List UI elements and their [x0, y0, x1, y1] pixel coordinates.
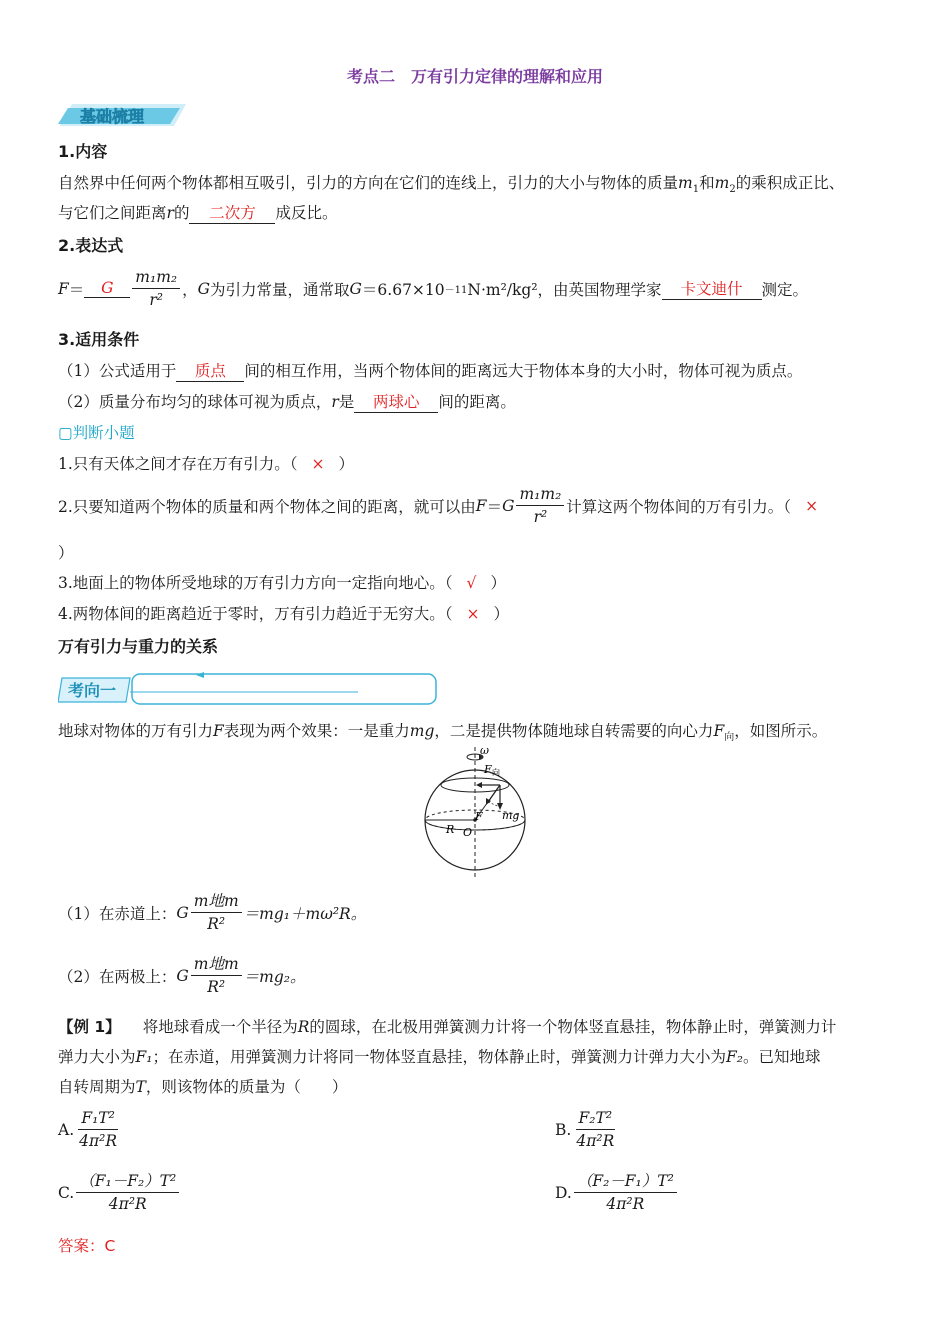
direction-tag	[58, 672, 438, 710]
example-line-2: 弹力大小为F₁；在赤道，用弹簧测力计将同一物体竖直悬挂，物体静止时，弹簧测力计弹力大小为F₂。已知地球	[58, 1048, 821, 1066]
condition-1: （1）公式适用于 质点 间的相互作用，当两个物体间的距离远大于物体本身的大小时，物体可视为质点。	[58, 359, 802, 382]
fraction: $\frac{\text{m₁m₂}}{\text{r²}}$	[516, 483, 564, 528]
fraction: $\frac{\text{m₁m₂}}{\text{r²}}$	[132, 266, 180, 311]
quiz-item-3: 3.地面上的物体所受地球的万有引力方向一定指向地心。（ √ ）	[58, 574, 506, 592]
answer-blank: 二次方	[189, 201, 275, 224]
quiz-heading: ▢判断小题	[58, 424, 135, 442]
section-1-line-2: 与它们之间距离r的 二次方 成反比。	[58, 201, 337, 224]
center-label: O	[463, 826, 473, 839]
answer-blank: 卡文迪什	[662, 277, 762, 300]
f-xiang-label: F	[484, 763, 492, 776]
radius-label: R	[446, 823, 455, 836]
option-c[interactable]: C. $\frac{\text{（F₁－F₂）T²}}{\text{4π²R}}$	[58, 1170, 181, 1215]
formula-line: F ＝ G $\frac{\text{m₁m₂}}{\text{r²}}$ ， G 为引力常量，通常取 G ＝6.67×10 －11 N·m²/kg²，由英国物理学家 卡文迪什 测定。	[58, 268, 809, 309]
quiz-item-4: 4.两物体间的距离趋近于零时，万有引力趋近于无穷大。（ × ）	[58, 605, 510, 623]
fraction: $\frac{\text{m地m}}{\text{R²}}$	[191, 890, 242, 935]
option-a[interactable]: A. $\frac{\text{F₁T²}}{\text{4π²R}}$	[58, 1109, 118, 1150]
section-2-heading: 2.表达式	[58, 236, 124, 255]
condition-2: （2）质量分布均匀的球体可视为质点，r是 两球心 间的距离。	[58, 390, 516, 413]
earth-diagram	[420, 745, 540, 884]
option-d[interactable]: D. $\frac{\text{（F₂－F₁）T²}}{\text{4π²R}}$	[555, 1170, 679, 1215]
relation-intro: 地球对物体的万有引力F表现为两个效果：一是重力mg，二是提供物体随地球自转需要的向心力$F_向$，如图所示。	[58, 722, 828, 744]
quiz-item-1: 1.只有天体之间才存在万有引力。（ × ）	[58, 455, 355, 473]
f-xiang-sub: 向	[492, 768, 500, 777]
mg-label: mg	[502, 809, 520, 822]
banner-text: 基础梳理	[80, 107, 145, 126]
pole-equation: （2）在两极上： G $\frac{\text{m地m}}{\text{R²}}$ ＝mg₂。	[58, 955, 306, 996]
equator-equation: （1）在赤道上： G $\frac{\text{m地m}}{\text{R²}}$ ＝mg₁＋mω²R。	[58, 892, 367, 933]
fraction: $\frac{\text{m地m}}{\text{R²}}$	[191, 953, 242, 998]
answer-text: 答案：C	[58, 1237, 116, 1255]
f-label: F	[475, 810, 483, 823]
quiz-item-2: 2.只要知道两个物体的质量和两个物体之间的距离，就可以由 F ＝ G $\frac{\text{m₁m₂}}{\text{r²}}$ 计算这两个物体间的万有引力。（ ×	[58, 485, 819, 526]
section-banner	[58, 102, 188, 132]
section-3-heading: 3.适用条件	[58, 330, 140, 349]
quiz-item-2-close: ）	[58, 544, 74, 562]
example-line-3: 自转周期为T，则该物体的质量为（ ）	[58, 1078, 348, 1096]
relation-heading: 万有引力与重力的关系	[58, 637, 219, 656]
omega-label: ω	[480, 745, 489, 757]
example-line-1: 【例 1】 将地球看成一个半径为R的圆球，在北极用弹簧测力计将一个物体竖直悬挂，物体静止时，弹簧测力计	[58, 1018, 837, 1036]
option-b[interactable]: B. $\frac{\text{F₂T²}}{\text{4π²R}}$	[555, 1109, 615, 1150]
answer-blank: 两球心	[354, 390, 438, 413]
earth-figure	[420, 745, 540, 880]
page-title: 考点二 万有引力定律的理解和应用	[346, 67, 603, 86]
answer-blank: G	[84, 279, 130, 298]
tag-text: 考向一	[68, 681, 117, 700]
tag-frame	[58, 672, 438, 706]
section-1-line-1: 自然界中任何两个物体都相互吸引，引力的方向在它们的连线上，引力的大小与物体的质量$m_1$和$m_2$的乘积成正比、	[58, 174, 845, 196]
answer-blank: 质点	[176, 359, 244, 382]
section-1-heading: 1.内容	[58, 142, 108, 161]
banner-shape	[58, 102, 188, 128]
